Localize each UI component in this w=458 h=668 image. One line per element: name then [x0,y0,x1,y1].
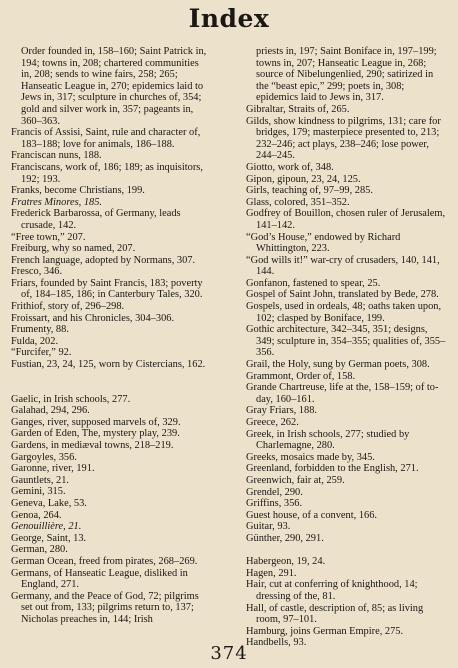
index-entry: Germany, and the Peace of God, 72; pilgrims set out from, 133; pilgrims return to, 137; Nicholas preaches in, 144; Irish [11,590,199,625]
index-entry: Fulda, 202. [11,335,59,347]
index-entry: Habergeon, 19, 24. [246,556,326,568]
index-entry: Frederick Barbarossa, of Germany, leads crusade, 142. [11,208,181,231]
index-entry: Handbells, 93. [246,637,307,649]
index-entry: Geneva, Lake, 53. [11,497,87,509]
index-entry: Guitar, 93. [246,521,291,533]
index-entry: Gospel of Saint John, translated by Bede, 278. [246,289,439,301]
index-entry: Fresco, 346. [11,266,63,278]
index-entry: Friars, founded by Saint Francis, 183; poverty of, 184–185, 186; in Canterbury Tales, 320. [11,277,203,301]
index-entry: “Furcifer,” 92. [11,347,72,359]
index-entry: Germans, of Hanseatic League, disliked in England, 271. [11,567,188,591]
index-entry: Gothic architecture, 342–345, 351; designs, 349; sculpture in, 354–355; qualities of, 355–356. [246,324,446,359]
index-entry: German Ocean, freed from pirates, 268–269. [11,555,198,567]
index-entry: French language, adopted by Normans, 307. [11,254,196,266]
index-entry: Gaelic, in Irish schools, 277. [11,393,131,405]
index-entry: Greeks, mosaics made by, 345. [246,451,375,463]
index-entry: Gilds, show kindness to pilgrims, 131; care for bridges, 179; masterpiece presented to, 213; 232–246; act plays, 238–246; lose power, 244–245. [246,115,441,162]
index-column-right [246,46,446,649]
index-entry: Grammont, Order of, 158. [246,370,356,382]
index-entry: Grail, the Holy, sung by German poets, 308. [246,359,430,371]
index-entry: “Free town,” 207. [11,231,86,243]
index-entry: “God’s House,” endowed by Richard Whittington, 223. [246,231,401,255]
index-entry: Godfrey of Bouillon, chosen ruler of Jerusalem, 141–142. [246,208,446,231]
index-entry: Greece, 262. [246,417,299,428]
index-entry: Gray Friars, 188. [246,405,317,417]
index-column-left [11,46,211,626]
index-entry: Galahad, 294, 296. [11,405,90,417]
index-entry: Freiburg, why so named, 207. [11,243,136,255]
index-entry: Frumenty, 88. [11,324,69,336]
index-entry: Hall, of castle, description of, 85; as living room, 97–101. [246,602,424,626]
section-gap [246,545,446,557]
page-title: Index [188,4,270,33]
index-entry: Fustian, 23, 24, 125, worn by Cistercians, 162. [11,359,206,371]
index-entry: Gargoyles, 356. [11,451,77,463]
section-gap [11,371,211,394]
index-entry: Franks, become Christians, 199. [11,185,145,197]
index-entry: Garonne, river, 191. [11,463,95,475]
index-entry: Günther, 290, 291. [246,532,324,544]
index-entry: Ganges, river, supposed marvels of, 329. [11,416,181,428]
index-entry: Gipon, gipoun, 23, 24, 125. [246,173,361,185]
index-entry: priests in, 197; Saint Boniface in, 197–199; towns in, 207; Hanseatic League in, 268; source of Nibelungenlied, 290; satirized in the “beast epic,” 299; poets in, 308; epidemics laid to Jews in, 317. [256,46,437,104]
index-entry: Froissart, and his Chronicles, 304–306. [11,312,175,324]
index-entry: Guest house, of a convent, 166. [246,509,378,521]
index-entry: German, 280. [11,544,68,556]
index-entry: Gibraltar, Straits of, 265. [246,103,350,115]
index-entry: Hair, cut at conferring of knighthood, 14; dressing of the, 81. [246,579,418,602]
index-entry: Grande Chartreuse, life at the, 158–159; of to-day, 160–161. [246,382,439,405]
index-entry: Franciscan nuns, 188. [11,150,102,162]
page-number: 374 [210,643,248,664]
index-entry: Greek, in Irish schools, 277; studied by Charlemagne, 280. [246,428,410,452]
index-entry: George, Saint, 13. [11,532,87,544]
index-entry: Glass, colored, 351–352. [246,196,350,208]
index-entry: Greenland, forbidden to the English, 271. [246,463,419,475]
index-entry: Genoa, 264. [11,509,62,521]
index-entry: Gauntlets, 21. [11,474,70,486]
index-entry: Grendel, 290. [246,486,303,498]
index-entry: Genouillière, 21. [11,521,82,533]
index-entry: Giotto, work of, 348. [246,161,334,173]
index-entry: Griffins, 356. [246,498,303,510]
index-entry: Girls, teaching of, 97–99, 285. [246,185,373,197]
index-entry: Frithiof, story of, 296–298. [11,301,125,313]
index-entry: Hamburg, joins German Empire, 275. [246,625,404,637]
index-entry: Hagen, 291. [246,567,297,579]
index-entry: Greenwich, fair at, 259. [246,474,345,486]
index-entry: Gonfanon, fastened to spear, 25. [246,277,381,289]
index-entry: Francis of Assisi, Saint, rule and character of, 183–188; love for animals, 186–188. [11,127,201,150]
index-entry: Franciscans, work of, 186; 189; as inquisitors, 192; 193. [11,161,203,185]
index-entry: Garden of Eden, The, mystery play, 239. [11,428,180,440]
index-entry: Fratres Minores, 185. [11,196,103,208]
index-entry: Order founded in, 158–160; Saint Patrick in, 194; towns in, 208; chartered communities in, 208; sends to wine fairs, 258; 265; Hanseatic League in, 270; epidemics laid to Jews in, 317; sculpture in churches of, 354; gold and silver work in, 357; pageants in, 360–363. [21,46,207,127]
index-entry: Gospels, used in ordeals, 48; oaths taken upon, 102; clasped by Boniface, 199. [246,301,442,324]
index-entry: “God wills it!” war-cry of crusaders, 140, 141, 144. [246,254,440,278]
index-entry: Gardens, in mediæval towns, 218–219. [11,440,174,451]
index-entry: Gemini, 315. [11,486,66,498]
